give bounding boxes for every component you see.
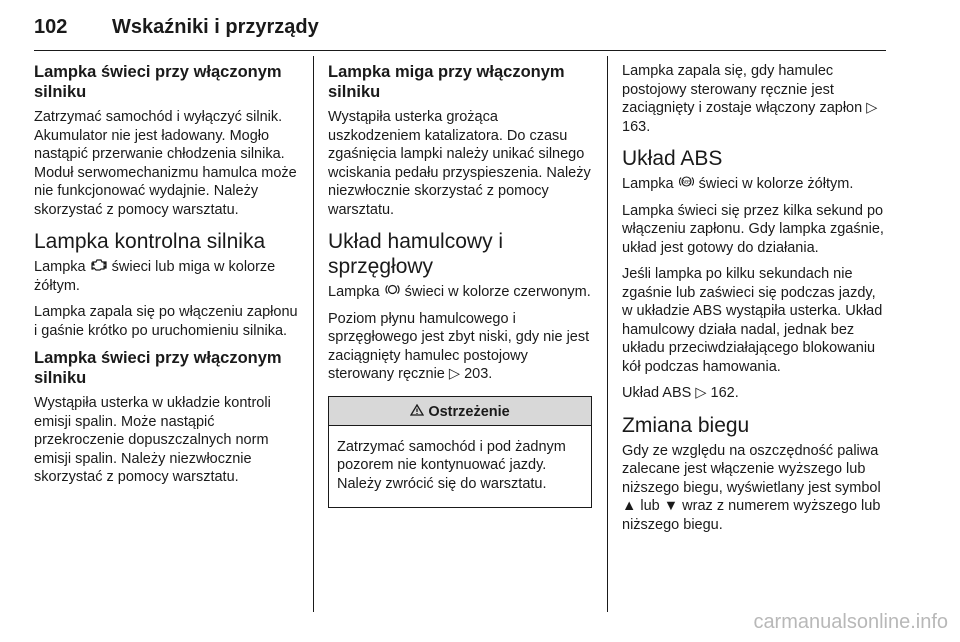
subheading: Lampka świeci przy włączonym silniku <box>34 349 282 387</box>
paragraph: Lampka zapala się po włączeniu zapłonu i gaśnie krótko po uruchomieniu silnika. <box>34 304 298 339</box>
paragraph <box>328 283 592 302</box>
warning-box <box>328 396 592 509</box>
column-3 <box>622 62 890 542</box>
paragraph <box>328 310 592 384</box>
paragraph <box>622 62 890 136</box>
abs-icon <box>679 175 694 194</box>
text: świeci lub miga w kolorze żółtym. <box>34 259 276 294</box>
paragraph: Zatrzymać samochód i wyłączyć silnik. Akumulator nie jest ładowany. Mogło nastąpić przerwanie chłodzenia silnika. Moduł serwomechanizmu hamulca może nie funkcjonować wydajnie. Należy skorzystać z pomocy warsztatu. <box>34 109 297 218</box>
text: Lampka zapala się, gdy hamulec postojowy sterowany ręcznie jest zaciągnięty i zostaje włączony zapłon <box>622 63 863 116</box>
page-reference-icon: ▷ <box>695 385 707 401</box>
subheading: Lampka miga przy włączonym silniku <box>328 63 565 101</box>
paragraph: Lampka świeci się przez kilka sekund po włączeniu zapłonu. Gdy lampka zgaśnie, układ jest gotowy do działania. <box>622 202 884 256</box>
warning-body <box>329 426 591 508</box>
paragraph: Zatrzymać samochód i pod żadnym pozorem nie kontynuować jazdy. Należy zwrócić się do warsztatu. <box>337 438 566 492</box>
page-title: Wskaźniki i przyrządy <box>112 16 319 38</box>
text: lub <box>640 498 660 514</box>
text: Gdy ze względu na oszczędność paliwa zalecane jest włączenie wyższego lub niższego biegu, wyświetlany jest symbol <box>622 442 881 496</box>
page-reference-icon: ▷ <box>866 100 878 116</box>
paragraph <box>622 442 890 535</box>
section-heading: Lampka kontrolna silnika <box>34 230 266 253</box>
column-1 <box>34 62 302 495</box>
svg-text:ABS: ABS <box>681 180 691 186</box>
paragraph: Jeśli lampka po kilku sekundach nie zgaśnie lub zaświeci się podczas jazdy, w układzie ABS wystąpiła usterka. Układ hamulcowy działa nadal, jednak bez układu przeciwdziałającego blokowaniu kół podczas hamowania. <box>622 266 883 375</box>
section-heading: Zmiana biegu <box>622 413 750 437</box>
text: świeci w kolorze czerwonym. <box>404 284 591 300</box>
text: Układ ABS <box>622 385 692 401</box>
section-heading: Układ ABS <box>622 147 723 170</box>
text: Poziom płynu hamulcowego i sprzęgłowego jest zbyt niski, gdy nie jest zaciągnięty hamulec postojowy sterowany ręcznie <box>328 310 590 382</box>
column-2 <box>328 62 592 508</box>
section-heading: Układ hamulcowy i sprzęgłowy <box>328 230 504 278</box>
text: Lampka <box>34 259 86 275</box>
page-header <box>34 10 886 51</box>
warning-icon <box>410 404 424 420</box>
warning-title: Ostrzeżenie <box>428 403 510 420</box>
paragraph <box>622 384 890 403</box>
text: wraz z numerem wyższego lub niższego biegu. <box>622 498 881 533</box>
page-reference: 162. <box>710 385 739 401</box>
text: Lampka <box>328 284 380 300</box>
watermark: carmanualsonline.info <box>753 611 948 633</box>
column-divider <box>313 56 314 612</box>
paragraph <box>34 258 302 295</box>
page-reference: 203. <box>464 366 493 382</box>
page-number: 102 <box>34 16 68 38</box>
page-reference: 163. <box>622 118 651 135</box>
paragraph: Wystąpiła usterka grożąca uszkodzeniem katalizatora. Do czasu zgaśnięcia lampki należy unikać silnego wciskania pedału przyspieszenia. Należy niezwłocznie skorzystać z pomocy warsztatu. <box>328 109 591 218</box>
text: Lampka <box>622 176 674 192</box>
engine-check-icon <box>91 258 107 277</box>
warning-header <box>329 397 591 426</box>
text: świeci w kolorze żółtym. <box>698 176 854 192</box>
paragraph: Wystąpiła usterka w układzie kontroli emisji spalin. Może nastąpić przekroczenie dopuszczalnych norm emisji spalin. Należy niezwłocznie skorzystać z pomocy warsztatu. <box>34 395 271 485</box>
page-reference-icon: ▷ <box>448 366 461 382</box>
paragraph <box>622 175 890 194</box>
arrow-down-icon: ▼ <box>663 498 679 514</box>
arrow-up-icon: ▲ <box>622 498 637 514</box>
brake-warning-icon <box>385 283 400 302</box>
subheading: Lampka świeci przy włączonym silniku <box>34 63 282 101</box>
column-divider <box>607 56 608 612</box>
